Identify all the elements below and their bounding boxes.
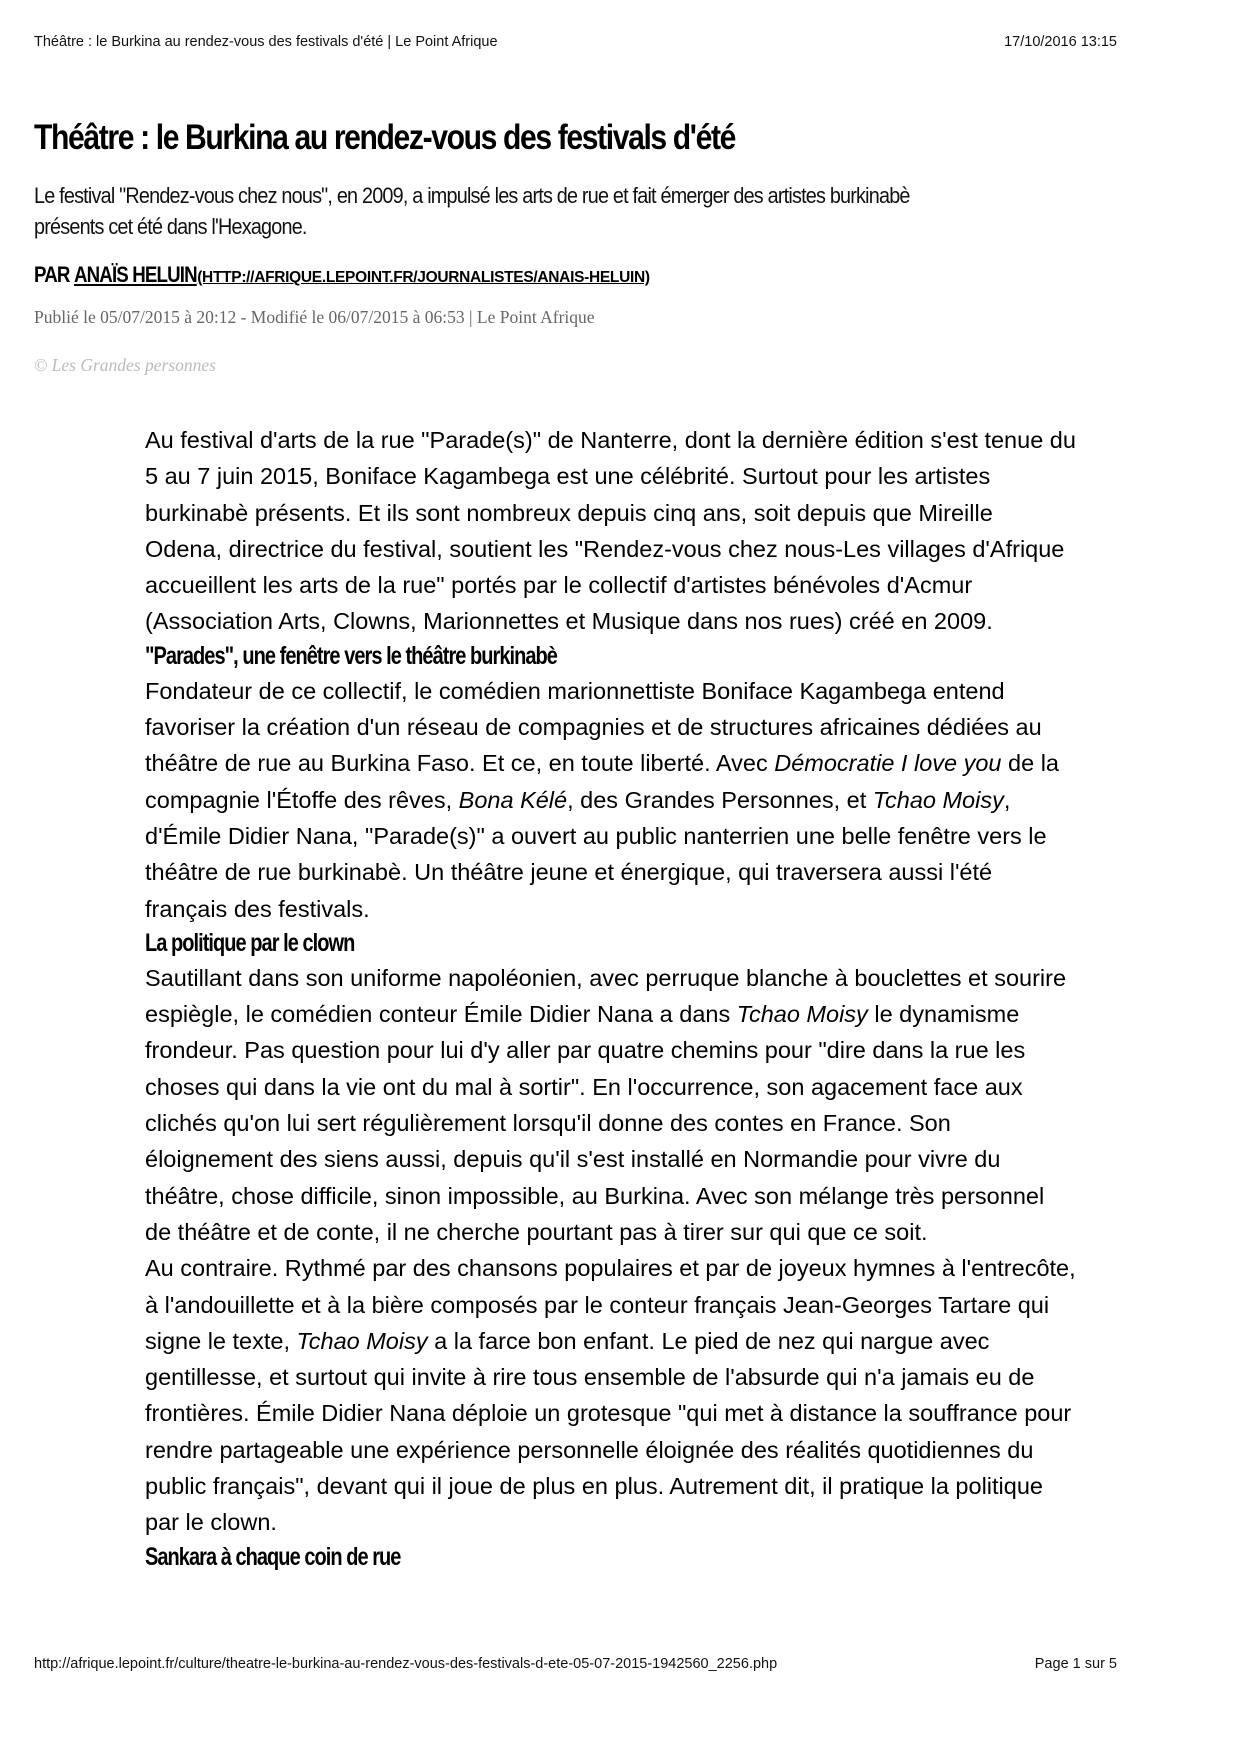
body-line: gentillesse, et surtout qui invite à rire tous ensemble de l'absurde qui n'a jamais eu de <box>145 1364 1035 1391</box>
body-line: favoriser la création d'un réseau de compagnies et de structures africaines dédiées au <box>145 714 1042 741</box>
body-line: d'Émile Didier Nana, "Parade(s)" a ouvert au public nanterrien une belle fenêtre vers le <box>145 822 1047 849</box>
article-lead <box>34 180 1116 242</box>
paragraph-founder <box>145 673 1205 927</box>
body-line <box>145 782 1205 818</box>
body-line <box>145 745 1205 781</box>
text: , des Grandes Personnes, et <box>567 786 873 813</box>
body-line: (Association Arts, Clowns, Marionnettes et Musique dans nos rues) créé en 2009. <box>145 608 993 635</box>
body-line: théâtre de rue burkinabè. Un théâtre jeune et énergique, qui traversera aussi l'été <box>145 859 993 886</box>
body-line: Au festival d'arts de la rue "Parade(s)" de Nanterre, dont la dernière édition s'est tenue du <box>145 427 1076 453</box>
body-line: français des festivals. <box>145 895 370 922</box>
work-title: Tchao Moisy <box>296 1327 428 1354</box>
body-line: de théâtre et de conte, il ne cherche pourtant pas à tirer sur qui que ce soit. <box>145 1218 928 1245</box>
lead-line: Le festival "Rendez-vous chez nous", en 2009, a impulsé les arts de rue et fait émerger des artistes burkinabè <box>34 183 910 208</box>
body-line: frondeur. Pas question pour lui d'y aller par quatre chemins pour "dire dans la rue les <box>145 1037 1026 1064</box>
article-title: Théâtre : le Burkina au rendez-vous des festivals d'été <box>34 118 735 157</box>
body-line: Fondateur de ce collectif, le comédien marionnettiste Boniface Kagambega entend <box>145 677 1005 704</box>
work-title: Tchao Moisy <box>872 786 1004 813</box>
print-header-datetime: 17/10/2016 13:15 <box>1004 34 1117 50</box>
text: théâtre de rue au Burkina Faso. Et ce, en toute liberté. Avec <box>145 750 775 777</box>
byline-prefix: PAR <box>34 262 70 287</box>
lead-line: présents cet été dans l'Hexagone. <box>34 214 307 239</box>
work-title: Tchao Moisy <box>736 1001 868 1028</box>
body-line: théâtre, chose difficile, sinon impossible, au Burkina. Avec son mélange très personnel <box>145 1182 1045 1209</box>
print-footer-url: http://afrique.lepoint.fr/culture/theatre-le-burkina-au-rendez-vous-des-festivals-d-ete-05-07-2015-1942560_2256.php <box>34 1656 778 1672</box>
work-title: Bona Kélé <box>458 786 568 813</box>
subheading-parades: "Parades", une fenêtre vers le théâtre burkinabè <box>145 641 557 670</box>
body-line <box>145 996 1205 1032</box>
body-line: Odena, directrice du festival, soutient les "Rendez-vous chez nous-Les villages d'Afrique <box>145 535 1065 562</box>
body-line: burkinabè présents. Et ils sont nombreux depuis cinq ans, soit depuis que Mireille <box>145 499 993 526</box>
print-header-title: Théâtre : le Burkina au rendez-vous des festivals d'été | Le Point Afrique <box>34 34 498 50</box>
author-link[interactable]: ANAÏS HELUIN <box>74 262 198 287</box>
body-line: rendre partageable une expérience personnelle éloignée des réalités quotidiennes du <box>145 1436 1034 1463</box>
body-line: frontières. Émile Didier Nana déploie un grotesque "qui met à distance la souffrance pour <box>145 1400 1072 1427</box>
article-body <box>145 422 1205 1574</box>
body-line: 5 au 7 juin 2015, Boniface Kagambega est une célébrité. Surtout pour les artistes <box>145 463 991 490</box>
paragraph-sautillant <box>145 960 1205 1250</box>
photo-credit: © Les Grandes personnes <box>34 355 216 375</box>
text: a la farce bon enfant. Le pied de nez qui nargue avec <box>427 1327 990 1354</box>
byline <box>34 262 650 288</box>
subheading-sankara: Sankara à chaque coin de rue <box>145 1542 401 1571</box>
body-line: clichés qu'on lui sert régulièrement lorsqu'il donne des contes en France. Son <box>145 1110 951 1137</box>
body-line: Au contraire. Rythmé par des chansons populaires et par de joyeux hymnes à l'entrecôte, <box>145 1255 1076 1282</box>
text: signe le texte, <box>145 1327 297 1354</box>
print-footer-page: Page 1 sur 5 <box>1034 1656 1117 1672</box>
text: , <box>1003 786 1011 813</box>
work-title: Démocratie I love you <box>774 750 1002 777</box>
subheading-politique: La politique par le clown <box>145 928 355 957</box>
text: compagnie l'Étoffe des rêves, <box>145 786 459 813</box>
paragraph-contraire <box>145 1250 1205 1540</box>
body-line: choses qui dans la vie ont du mal à sortir". En l'occurrence, son agacement face aux <box>145 1073 1023 1100</box>
paragraph-intro <box>145 422 1205 640</box>
publication-meta: Publié le 05/07/2015 à 20:12 - Modifié le 06/07/2015 à 06:53 | Le Point Afrique <box>34 307 595 327</box>
text: de la <box>1001 750 1060 777</box>
body-line: accueillent les arts de la rue" portés par le collectif d'artistes bénévoles d'Acmur <box>145 572 973 599</box>
body-line: éloignement des siens aussi, depuis qu'il s'est installé en Normandie pour vivre du <box>145 1146 1001 1173</box>
text: le dynamisme <box>867 1001 1020 1028</box>
body-line: à l'andouillette et à la bière composés par le conteur français Jean-Georges Tartare qui <box>145 1291 1050 1318</box>
author-url-link[interactable]: (HTTP://AFRIQUE.LEPOINT.FR/JOURNALISTES/ANAIS-HELUIN) <box>197 269 650 286</box>
body-line: par le clown. <box>145 1509 277 1536</box>
body-line: Sautillant dans son uniforme napoléonien, avec perruque blanche à bouclettes et sourire <box>145 964 1067 991</box>
text: espiègle, le comédien conteur Émile Didier Nana a dans <box>145 1001 737 1028</box>
body-line <box>145 1323 1205 1359</box>
body-line: public français", devant qui il joue de plus en plus. Autrement dit, il pratique la politique <box>145 1473 1043 1500</box>
